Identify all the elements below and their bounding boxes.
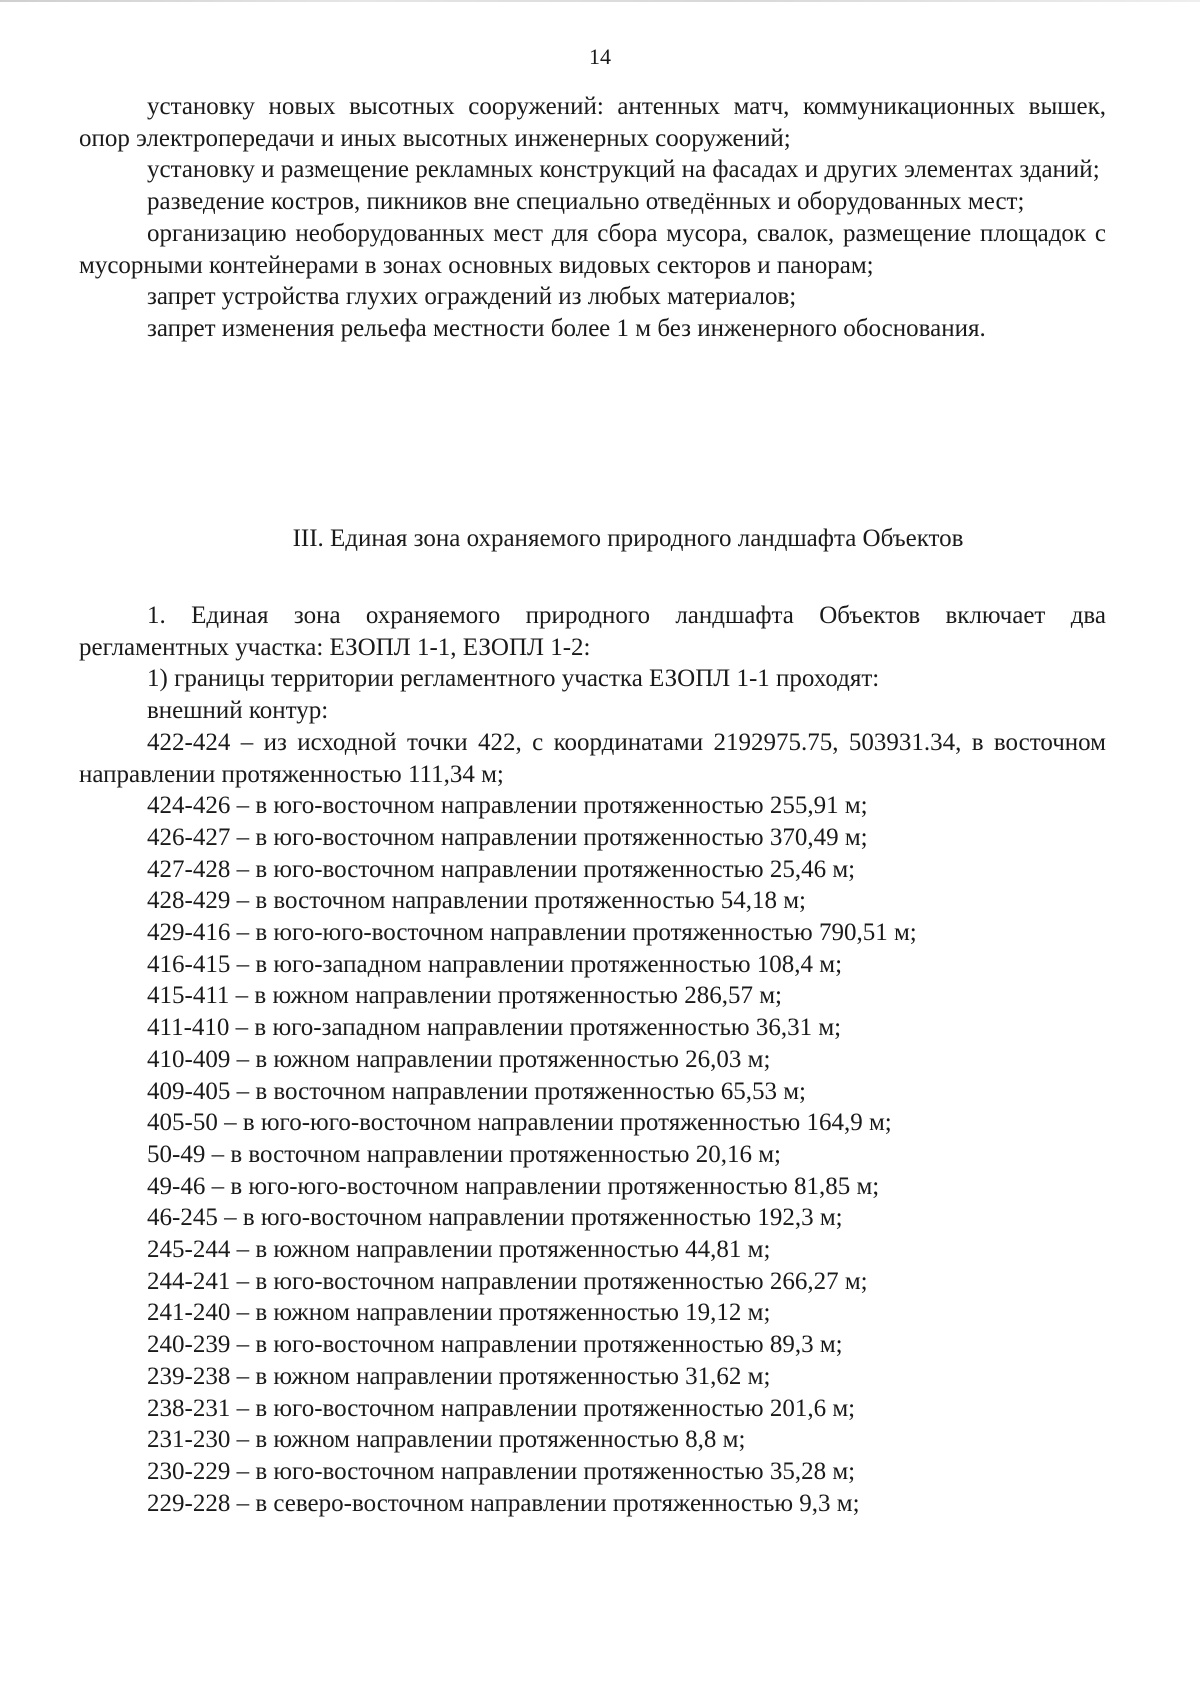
boundary-segment: 415-411 – в южном направлении протяженностью 286,57 м; (147, 982, 782, 1010)
boundary-segment: 239-238 – в южном направлении протяженностью 31,62 м; (147, 1362, 771, 1390)
intro-paragraph: 1) границы территории регламентного участка ЕЗОПЛ 1-1 проходят: (147, 665, 880, 693)
intro-paragraph: внешний контур: (147, 697, 329, 725)
restriction-paragraph: установку новых высотных сооружений: антенных матч, коммуникационных вышек, опор электропередачи и иных высотных инженерных сооружений; (79, 93, 1106, 152)
page-number: 14 (589, 44, 611, 69)
boundary-segment: 238-231 – в юго-восточном направлении протяженностью 201,6 м; (147, 1394, 856, 1422)
boundary-segments-list (79, 790, 1106, 1519)
boundary-segment: 49-46 – в юго-юго-восточном направлении протяженностью 81,85 м; (147, 1172, 880, 1200)
zone-description (79, 600, 1106, 1519)
boundary-segment: 429-416 – в юго-юго-восточном направлении протяженностью 790,51 м; (147, 919, 917, 947)
boundary-segment: 245-244 – в южном направлении протяженностью 44,81 м; (147, 1236, 771, 1264)
boundary-segment: 411-410 – в юго-западном направлении протяженностью 36,31 м; (147, 1014, 842, 1042)
boundary-segment: 50-49 – в восточном направлении протяженностью 20,16 м; (147, 1140, 781, 1168)
intro-paragraph: 1. Единая зона охраняемого природного ландшафта Объектов включает два регламентных участка: ЕЗОПЛ 1-1, ЕЗОПЛ 1-2: (79, 602, 1106, 661)
boundary-segment: 229-228 – в северо-восточном направлении протяженностью 9,3 м; (147, 1489, 860, 1517)
boundary-segment: 230-229 – в юго-восточном направлении протяженностью 35,28 м; (147, 1457, 856, 1485)
section-heading: III. Единая зона охраняемого природного ландшафта Объектов (292, 525, 964, 552)
boundary-segment: 240-239 – в юго-восточном направлении протяженностью 89,3 м; (147, 1331, 843, 1359)
boundary-segment: 244-241 – в юго-восточном направлении протяженностью 266,27 м; (147, 1267, 868, 1295)
scan-edge-artifact (0, 0, 1200, 2)
restriction-paragraph: запрет изменения рельефа местности более 1 м без инженерного обоснования. (147, 314, 986, 342)
restriction-paragraph: запрет устройства глухих ограждений из любых материалов; (147, 283, 797, 311)
restriction-paragraph: организацию необорудованных мест для сбора мусора, свалок, размещение площадок с мусорными контейнерами в зонах основных видовых секторов и панорам; (79, 219, 1106, 279)
boundary-segment: 409-405 – в восточном направлении протяженностью 65,53 м; (147, 1077, 806, 1105)
restriction-paragraph: разведение костров, пикников вне специально отведённых и оборудованных мест; (147, 188, 1025, 216)
boundary-segment: 241-240 – в южном направлении протяженностью 19,12 м; (147, 1299, 771, 1327)
boundary-segment: 427-428 – в юго-восточном направлении протяженностью 25,46 м; (147, 855, 856, 883)
boundary-segment: 46-245 – в юго-восточном направлении протяженностью 192,3 м; (147, 1204, 843, 1232)
boundary-segment: 416-415 – в юго-западном направлении протяженностью 108,4 м; (147, 950, 843, 978)
boundary-segment: 231-230 – в южном направлении протяженностью 8,8 м; (147, 1426, 746, 1454)
boundary-segment: 424-426 – в юго-восточном направлении протяженностью 255,91 м; (147, 792, 868, 820)
boundary-segment: 426-427 – в юго-восточном направлении протяженностью 370,49 м; (147, 823, 868, 851)
restrictions-list (79, 91, 1106, 345)
restriction-paragraph: установку и размещение рекламных конструкций на фасадах и других элементах зданий; (147, 156, 1100, 184)
intro-paragraph: 422-424 – из исходной точки 422, с координатами 2192975.75, 503931.34, в восточном направлении протяженностью 111,34 м; (79, 728, 1106, 788)
boundary-segment: 405-50 – в юго-юго-восточном направлении протяженностью 164,9 м; (147, 1109, 892, 1137)
boundary-segment: 428-429 – в восточном направлении протяженностью 54,18 м; (147, 887, 806, 915)
boundary-segment: 410-409 – в южном направлении протяженностью 26,03 м; (147, 1045, 771, 1073)
